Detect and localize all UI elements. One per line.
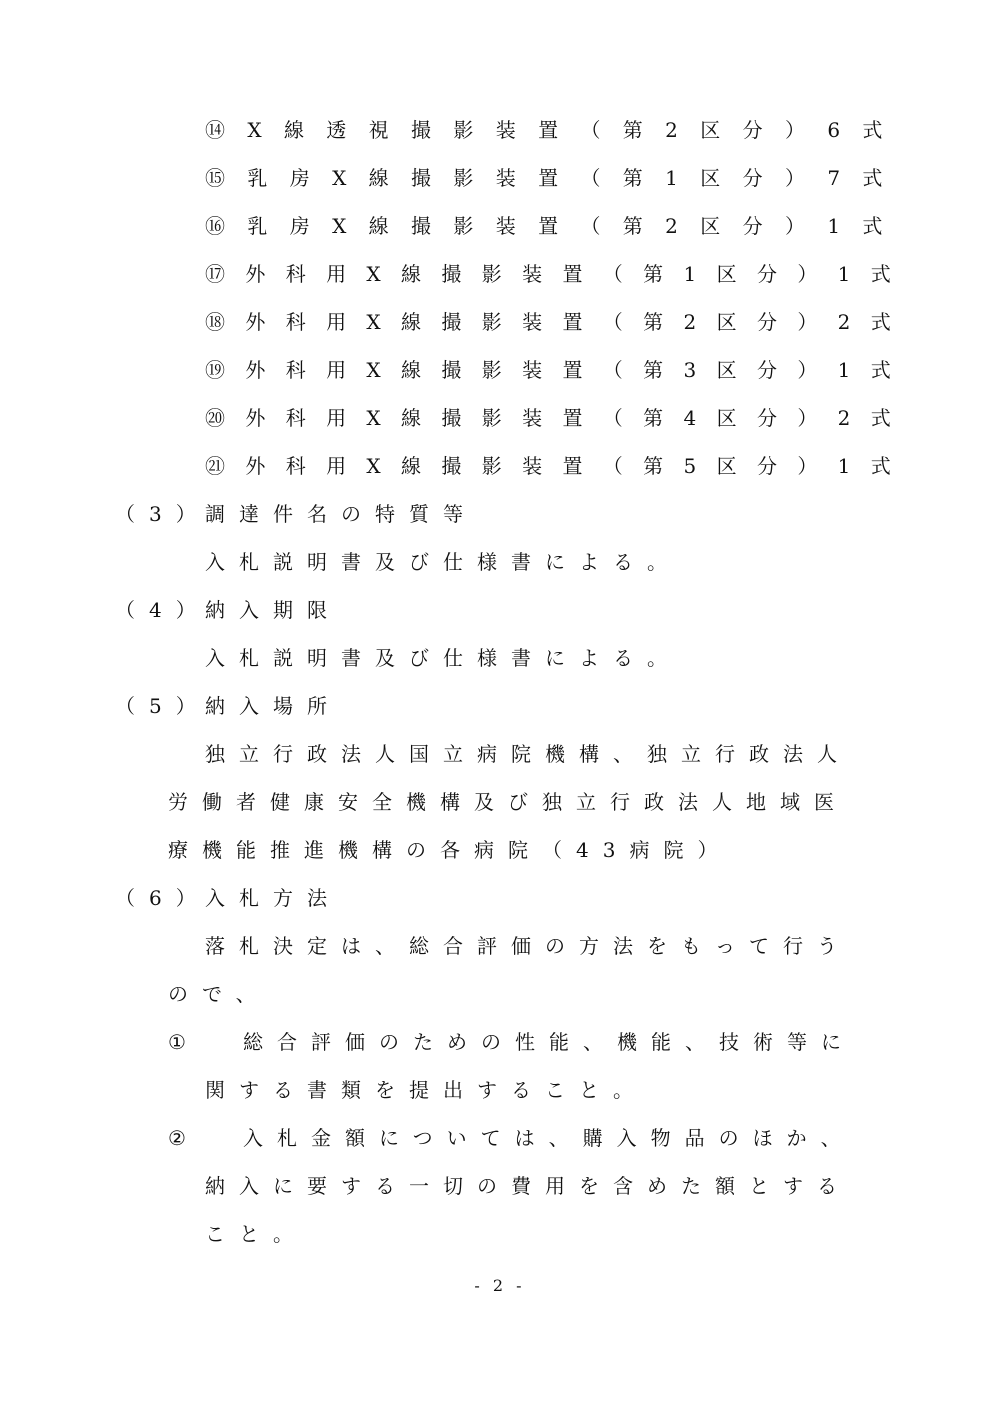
- item-20: ⑳ 外 科 用 X 線 撮 影 装 置 （ 第 4 区 分 ） 2 式: [205, 406, 898, 430]
- section-6-item-1-line-2: 関する書類を提出すること。: [205, 1078, 647, 1102]
- section-3-body: 入札説明書及び仕様書による。: [205, 550, 681, 574]
- section-6-body-line-1: 落札決定は、総合評価の方法をもって行う: [205, 934, 851, 958]
- item-15: ⑮ 乳 房 X 線 撮 影 装 置 （ 第 1 区 分 ） 7 式: [205, 166, 891, 190]
- section-4-number: （4）: [115, 598, 210, 622]
- section-5-body-line-2: 労働者健康安全機構及び独立行政法人地域医: [168, 790, 848, 814]
- section-6-body-line-2: ので、: [168, 982, 270, 1006]
- section-6-item-2-line-1: 入札金額については、購入物品のほか、: [243, 1126, 855, 1150]
- section-3-number: （3）: [115, 502, 210, 526]
- section-4-title: 納入期限: [205, 598, 341, 622]
- item-16: ⑯ 乳 房 X 線 撮 影 装 置 （ 第 2 区 分 ） 1 式: [205, 214, 891, 238]
- section-4-body: 入札説明書及び仕様書による。: [205, 646, 681, 670]
- section-5-number: （5）: [115, 694, 210, 718]
- section-3-title: 調達件名の特質等: [205, 502, 477, 526]
- item-19: ⑲ 外 科 用 X 線 撮 影 装 置 （ 第 3 区 分 ） 1 式: [205, 358, 898, 382]
- item-18: ⑱ 外 科 用 X 線 撮 影 装 置 （ 第 2 区 分 ） 2 式: [205, 310, 898, 334]
- page-number: - 2 -: [474, 1276, 526, 1295]
- section-5-body-line-3: 療機能推進機構の各病院（43病院）: [168, 838, 732, 862]
- item-21: ㉑ 外 科 用 X 線 撮 影 装 置 （ 第 5 区 分 ） 1 式: [205, 454, 898, 478]
- section-6-title: 入札方法: [205, 886, 341, 910]
- section-6-item-2-mark: ②: [168, 1126, 200, 1150]
- section-6-number: （6）: [115, 886, 210, 910]
- section-5-title: 納入場所: [205, 694, 341, 718]
- section-6-item-1-line-1: 総合評価のための性能、機能、技術等に: [243, 1030, 855, 1054]
- section-6-item-2-line-3: こと。: [205, 1222, 307, 1246]
- section-5-body-line-1: 独立行政法人国立病院機構、独立行政法人: [205, 742, 851, 766]
- item-14: ⑭ X 線 透 視 撮 影 装 置 （ 第 2 区 分 ） 6 式: [205, 118, 891, 142]
- section-6-item-2-line-2: 納入に要する一切の費用を含めた額とする: [205, 1174, 851, 1198]
- section-6-item-1-mark: ①: [168, 1030, 200, 1054]
- item-17: ⑰ 外 科 用 X 線 撮 影 装 置 （ 第 1 区 分 ） 1 式: [205, 262, 898, 286]
